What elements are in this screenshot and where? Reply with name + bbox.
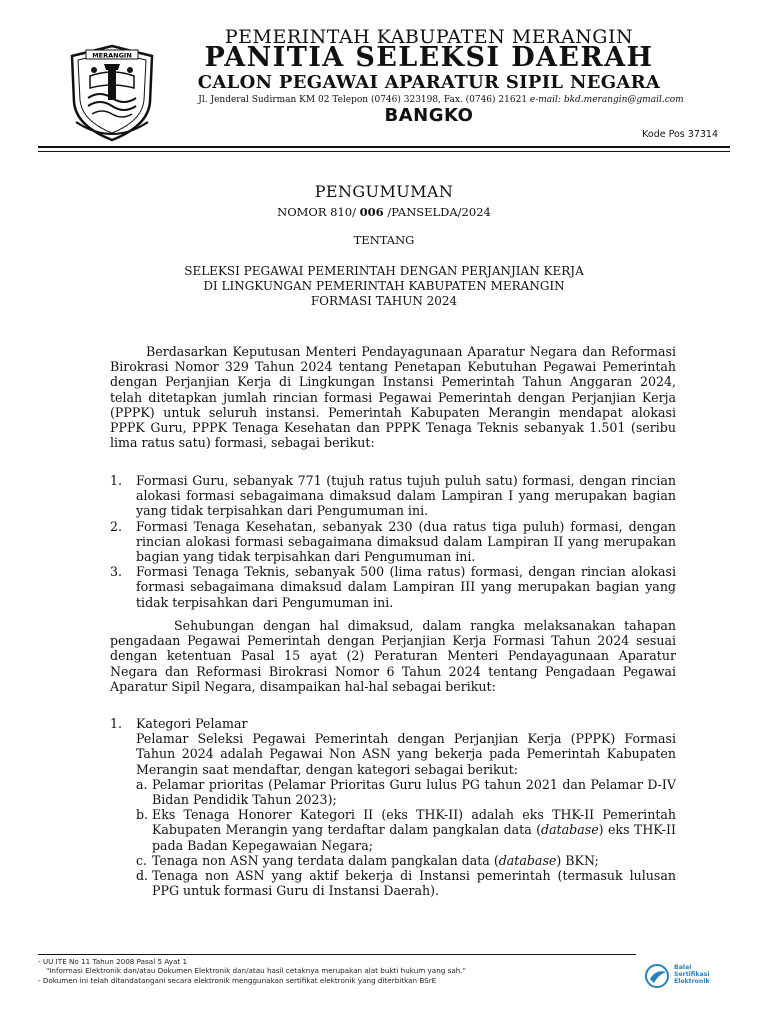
- list-number: 1.: [110, 473, 123, 488]
- sub-text-post: ) eks THK-II pada Badan Kepegawaian Negara;: [152, 822, 677, 853]
- sub-text-pre: Tenaga non ASN yang terdata dalam pangkalan data (: [152, 852, 499, 868]
- bsre-logo-icon: [644, 963, 672, 989]
- footer-rule: [38, 954, 636, 955]
- paragraph-2: Sehubungan dengan hal dimaksud, dalam rangka melaksanakan tahapan pengadaan Pegawai Pemerintah dengan Perjanjian Kerja Formasi Tahun 2024 sesuai dengan ketentuan Pasal 15 ayat (2) Peraturan Menteri Pendayagunaan Aparatur Negara dan Reformasi Birokrasi Nomor 6 Tahun 2024 tentang Pengadaan Pegawai Aparatur Sipil Negara, disampaikan hal-hal sebagai berikut:: [110, 618, 676, 694]
- sub-letter: d.: [136, 868, 149, 884]
- number-prefix: NOMOR 810/: [277, 205, 360, 219]
- about-label: TENTANG: [353, 233, 415, 247]
- sub-text: Tenaga non ASN yang aktif bekerja di Instansi pemerintah (termasuk lulusan PPG untuk formasi Guru di Instansi Daerah).: [152, 868, 676, 899]
- list-number: 2.: [110, 518, 123, 534]
- email-text: e-mail: bkd.merangin@gmail.com: [529, 95, 684, 105]
- list-item: [110, 564, 676, 610]
- subject-block: [0, 264, 768, 309]
- letterhead-line1: PEMERINTAH KABUPATEN MERANGIN: [224, 26, 634, 48]
- subject-line2: DI LINGKUNGAN PEMERINTAH KABUPATEN MERANGIN: [203, 279, 565, 293]
- bsre-label: [674, 964, 710, 985]
- address-text: Jl. Jenderal Sudirman KM 02 Telepon (0746) 323198, Fax. (0746) 21621: [198, 95, 530, 105]
- formation-list: [110, 473, 676, 610]
- list-number: 1.: [110, 716, 123, 731]
- category-heading: Kategori Pelamar: [136, 716, 248, 731]
- sub-letter: c.: [136, 852, 148, 868]
- number-bold: 006: [359, 205, 384, 219]
- sub-item-b: [136, 807, 676, 853]
- sub-text-italic: database: [498, 852, 557, 868]
- list-item: [110, 519, 676, 565]
- list-item: [110, 473, 676, 519]
- sub-letter: b.: [136, 807, 149, 823]
- letterhead-city: BANGKO: [384, 105, 474, 126]
- postal-code: Kode Pos 37314: [642, 129, 718, 140]
- list-item: [110, 716, 676, 898]
- list-text: Formasi Tenaga Kesehatan, sebanyak 230 (dua ratus tiga puluh) formasi, dengan rincian alokasi formasi sebagaimana dimaksud dalam Lampiran II yang merupakan bagian yang tidak terpisahkan dari Pengumuman ini.: [136, 518, 676, 565]
- logo-text: MERANGIN: [92, 51, 132, 60]
- document-number: [0, 205, 768, 219]
- footer-note-1: - UU ITE No 11 Tahun 2008 Pasal 5 Ayat 1: [38, 957, 188, 966]
- bsre-line1: Balai: [674, 964, 692, 971]
- sub-text-post: ) BKN;: [556, 852, 599, 868]
- sub-item-d: [136, 868, 676, 898]
- letterhead-line2: PANITIA SELEKSI DAERAH: [204, 42, 654, 73]
- sub-item-a: [136, 777, 676, 807]
- list-number: 3.: [110, 564, 123, 580]
- letterhead-rule-thin: [38, 151, 730, 152]
- bsre-line2: Sertifikasi: [674, 971, 710, 978]
- sub-text-italic: database: [541, 822, 599, 838]
- letterhead-address: [176, 95, 706, 105]
- sub-text: Pelamar prioritas (Pelamar Prioritas Guru lulus PG tahun 2021 dan Pelamar D-IV Bidan Pendidik Tahun 2023);: [152, 776, 676, 808]
- sub-text-pre: Eks Tenaga Honorer Kategori II (eks THK-II) adalah eks THK-II Pemerintah Kabupaten Merangin yang terdaftar dalam pangkalan data (: [152, 807, 676, 838]
- sub-item-c: [136, 853, 676, 868]
- paragraph-1: Berdasarkan Keputusan Menteri Pendayagunaan Aparatur Negara dan Reformasi Birokrasi Nomor 329 Tahun 2024 tentang Penetapan Kebutuhan Pegawai Pemerintah dengan Perjanjian Kerja di Lingkungan Instansi Pemerintah Tahun Anggaran 2024, telah ditetapkan jumlah rincian formasi Pegawai Pemerintah dengan Perjanjian Kerja (PPPK) untuk seluruh instansi. Pemerintah Kabupaten Merangin mendapat alokasi PPPK Guru, PPPK Tenaga Kesehatan dan PPPK Tenaga Teknis sebanyak 1.501 (seribu lima ratus satu) formasi, sebagai berikut:: [110, 344, 676, 451]
- subject-line3: FORMASI TAHUN 2024: [310, 294, 458, 308]
- bsre-line3: Elektronik: [674, 978, 710, 985]
- footer-note-2: "Informasi Elektronik dan/atau Dokumen Elektronik dan/atau hasil cetaknya merupakan alat bukti hukum yang sah.": [46, 966, 466, 975]
- letterhead-rule-thick: [38, 146, 730, 148]
- footer-note-3: - Dokumen ini telah ditandatangani secara elektronik menggunakan sertifikat elektronik yang diterbitkan BSrE: [38, 976, 437, 985]
- subject-line1: SELEKSI PEGAWAI PEMERINTAH DENGAN PERJANJIAN KERJA: [184, 264, 584, 278]
- sub-letter: a.: [136, 776, 148, 792]
- category-intro: Pelamar Seleksi Pegawai Pemerintah dengan Perjanjian Kerja (PPPK) Formasi Tahun 2024 adalah Pegawai Non ASN yang bekerja pada Pemerintah Kabupaten Merangin saat mendaftar, dengan kategori sebagai berikut:: [136, 731, 676, 777]
- letterhead-line3: CALON PEGAWAI APARATUR SIPIL NEGARA: [197, 72, 661, 93]
- document-heading: PENGUMUMAN: [314, 182, 454, 201]
- list-text: Formasi Tenaga Teknis, sebanyak 500 (lima ratus) formasi, dengan rincian alokasi formasi sebagaimana dimaksud dalam Lampiran III yang merupakan bagian yang tidak terpisahkan dari Pengumuman ini.: [136, 564, 676, 610]
- list-text: Formasi Guru, sebanyak 771 (tujuh ratus tujuh puluh satu) formasi, dengan rincian alokasi formasi sebagaimana dimaksud dalam Lampiran I yang merupakan bagian yang tidak terpisahkan dari Pengumuman ini.: [136, 473, 676, 519]
- number-suffix: /PANSELDA/2024: [383, 205, 491, 219]
- applicant-category-list: [110, 716, 676, 898]
